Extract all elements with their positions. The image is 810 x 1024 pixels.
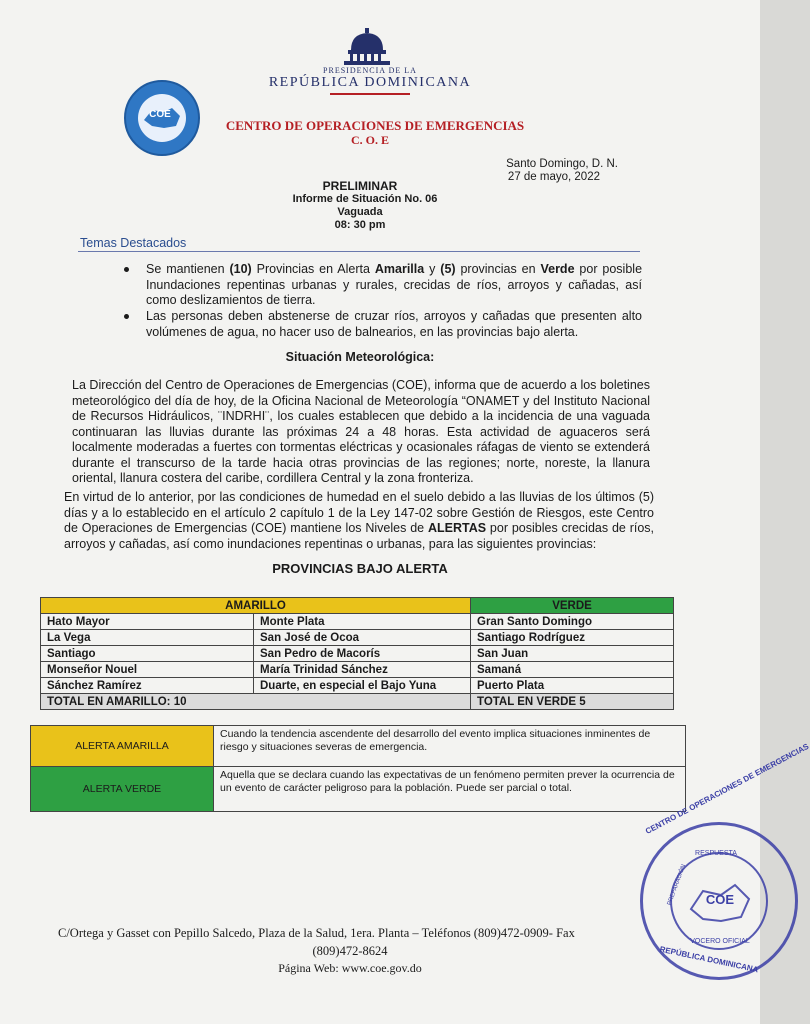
total-verde: TOTAL EN VERDE 5 [471,694,674,710]
legend-row [31,726,686,767]
bullet-2: Las personas deben abstenerse de cruzar ríos, arroyos y cañadas que presenten alto volúmenes de agua, no hacer uso de balnearios, en las provincias bajo alerta. [146,309,642,339]
verde-header: VERDE [471,598,674,614]
amarillo-cell: Hato Mayor [41,614,254,630]
amarillo-cell: María Trinidad Sánchez [254,662,471,678]
verde-cell: San Juan [471,646,674,662]
amarillo-cell: San Pedro de Macorís [254,646,471,662]
footer-fax: (809)472-8624 [312,944,388,958]
bullet-icon [124,267,129,272]
republic-label: REPÚBLICA DOMINICANA [268,75,472,90]
table-row [41,646,674,662]
time-title: 08: 30 pm [334,219,386,231]
table-total-row [41,694,674,710]
amarillo-cell: La Vega [41,630,254,646]
amarillo-cell: Monseñor Nouel [41,662,254,678]
table-row [41,630,674,646]
bullet-icon [124,314,129,319]
table-row [41,678,674,694]
centro-title: CENTRO DE OPERACIONES DE EMERGENCIAS [225,118,525,133]
header-underline [330,93,410,95]
stamp-bottom-text: REPÚBLICA DOMINICANA [658,944,760,975]
situacion-heading: Situación Meteorológica: [285,350,435,364]
preliminar-title: PRELIMINAR [322,179,398,193]
capitol-dome-icon [340,28,394,66]
amarillo-cell: Monte Plata [254,614,471,630]
coe-title: C. O. E [350,133,389,147]
stamp-center: COE [705,892,735,907]
stamp-top-text: CENTRO DE OPERACIONES DE EMERGENCIAS [644,741,810,836]
alerta-verde-label: ALERTA VERDE [31,767,214,812]
verde-cell: Puerto Plata [471,678,674,694]
temas-divider [78,251,640,252]
amarillo-cell: San José de Ocoa [254,630,471,646]
footer-web: Página Web: www.coe.gov.do [278,961,422,975]
alerta-verde-desc: Aquella que se declara cuando las expectativas de un fenómeno permiten prever la ocurrencia de un evento de carácter peligroso para la población. Puede ser parcial o total. [214,767,686,812]
amarillo-cell: Duarte, en especial el Bajo Yuna [254,678,471,694]
informe-title: Informe de Situación No. 06 [292,193,438,205]
legend-row [31,767,686,812]
footer-address: C/Ortega y Gasset con Pepillo Salcedo, Plaza de la Salud, 1era. Planta – Teléfonos (809)472-0909- Fax [58,926,575,940]
presidency-crest [340,28,394,66]
verde-cell: Gran Santo Domingo [471,614,674,630]
stamp-vocero: VOCERO OFICIAL [690,938,750,945]
table-header-row [41,598,674,614]
alertas-paragraph: En virtud de lo anterior, por las condiciones de humedad en el suelo debido a las lluvias de los últimos (5) días y a lo establecido en el artículo 2 capítulo 1 de la Ley 147-02 sobre Gestión de Riesgos, este Centro de Operaciones de Emergencias (COE) mantiene los Niveles de ALERTAS por posibles crecidas de ríos, arroyos y cañadas, así como inundaciones repentinas o urbanas, para las siguientes provincias: [64,490,654,551]
subject-title: Vaguada [337,206,383,218]
total-amarillo: TOTAL EN AMARILLO: 10 [41,694,471,710]
amarillo-cell: Santiago [41,646,254,662]
amarillo-cell: Sánchez Ramírez [41,678,254,694]
verde-cell: Samaná [471,662,674,678]
temas-heading: Temas Destacados [80,236,187,250]
place: Santo Domingo, D. N. [506,158,618,170]
provincias-heading: PROVINCIAS BAJO ALERTA [272,561,448,576]
report-date: 27 de mayo, 2022 [507,171,600,183]
situacion-paragraph: La Dirección del Centro de Operaciones de Emergencias (COE), informa que de acuerdo a los boletines meteorológico del día de hoy, de la Oficina Nacional de Meteorología “ONAMET y del Instituto Nacional de Recursos Hidráulicos, ¨INDRHI¨, los cuales establecen que debido a la incidencia de una vaguada continuaran las lluvias durante las próximas 24 a 48 horas. Esta actividad de aguaceros será localmente moderadas a fuertes con tormentas eléctricas y ocasionales ráfagas de viento se extenderá durante el transcurso de la tarde hacia otras provincias de las regiones; norte, noreste, la llanura oriental, llanura costera del caribe, cordillera Central y la zona fronteriza. [72,378,650,485]
bullet-1: Se mantienen (10) Provincias en Alerta Amarilla y (5) provincias en Verde por posible Inundaciones repentinas urbanas y rurales, crecidas de ríos, arroyos y cañadas, así como deslizamientos de tierra. [146,262,643,307]
amarillo-header: AMARILLO [41,598,471,614]
stamp-preparacion: PREPARACIÓN [666,863,688,907]
verde-cell: Santiago Rodríguez [471,630,674,646]
alerta-amarilla-desc: Cuando la tendencia ascendente del desarrollo del evento implica situaciones inminentes de riesgo y situaciones severas de emergencia. [214,726,686,767]
provincias-table [40,597,674,710]
stamp-respuesta: RESPUESTA [695,850,737,857]
table-row [41,614,674,630]
alert-legend [30,725,686,812]
alerta-amarilla-label: ALERTA AMARILLA [31,726,214,767]
coe-logo-text: COE [149,109,171,120]
presidency-label: PRESIDENCIA DE LA [323,66,417,75]
table-row [41,662,674,678]
